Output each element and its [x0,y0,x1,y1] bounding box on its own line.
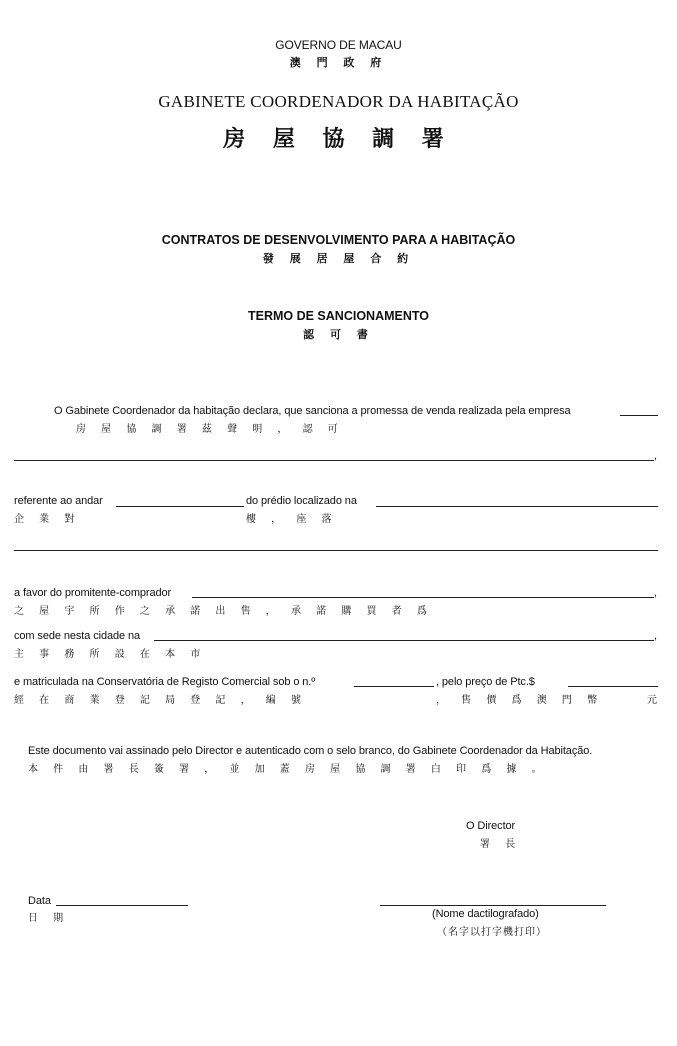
floor-label: referente ao andar [14,495,103,507]
seat-label: com sede nesta cidade na [14,630,141,642]
buyer-label: a favor do promitente-comprador [14,587,172,599]
registry-label-zh: 經 在 商 業 登 記 局 登 記 ， 編 號 [14,695,307,706]
company-field-continued[interactable] [14,460,654,461]
office-title-zh: 房 屋 協 調 署 [223,126,454,152]
contracts-title-zh: 發 展 居 屋 合 約 [262,252,415,265]
office-title: GABINETE COORDENADOR DA HABITAÇÃO [158,92,519,111]
contracts-title: CONTRATOS DE DESENVOLVIMENTO PARA A HABITAÇÃO [161,233,516,247]
declaration-text-zh: 房 屋 協 調 署 茲 聲 明 ， 認 可 [76,424,344,435]
building-location-field[interactable] [376,506,658,507]
government-title-zh: 澳 門 政 府 [289,56,388,69]
building-location-field-continued[interactable] [14,550,658,551]
director-label: O Director [466,820,516,832]
typed-name-label-zh: （名字以打字機打印） [437,927,547,938]
closing-statement: Este documento vai assinado pelo Director e autenticado com o selo branco, do Gabinete Coordenador da Habitação. [28,745,593,757]
building-label: do prédio localizado na [246,495,357,507]
term-title-zh: 認 可 書 [303,328,374,341]
company-field[interactable] [620,415,658,416]
typed-name-label: (Nome dactilografado) [432,908,539,920]
price-field[interactable] [568,686,658,687]
floor-label-zh: 企 業 對 [14,514,81,525]
buyer-label-zh: 之 屋 宇 所 作 之 承 諾 出 售 ， 承 諾 購 買 者 爲 [14,606,433,617]
date-label: Data [28,895,51,907]
registry-label: e matriculada na Conservatória de Registo Comercial sob o n.º [14,676,316,688]
registry-number-field[interactable] [354,686,434,687]
declaration-text: O Gabinete Coordenador da habitação declara, que sanciona a promessa de venda realizada pela empresa [54,405,571,417]
date-label-zh: 日 期 [28,913,70,924]
director-label-zh: 署 長 [480,839,522,850]
price-label-zh: ， 售 價 爲 澳 門 幣 [436,695,604,706]
date-field[interactable] [56,905,188,906]
government-title: GOVERNO DE MACAU [275,38,402,52]
currency-label-zh: 元 [647,695,657,706]
floor-field[interactable] [116,506,244,507]
seat-label-zh: 主 事 務 所 設 在 本 市 [14,649,207,660]
price-label: , pelo preço de Ptc.$ [436,676,535,688]
closing-statement-zh: 本 件 由 署 長 簽 署 ， 並 加 蓋 房 屋 協 調 署 白 印 爲 據 。 [28,764,548,775]
building-label-zh: 樓 ， 座 落 [246,514,338,525]
buyer-field[interactable] [192,597,654,598]
signature-line[interactable] [380,905,606,906]
term-title: TERMO DE SANCIONAMENTO [247,309,430,323]
seat-field[interactable] [154,640,654,641]
